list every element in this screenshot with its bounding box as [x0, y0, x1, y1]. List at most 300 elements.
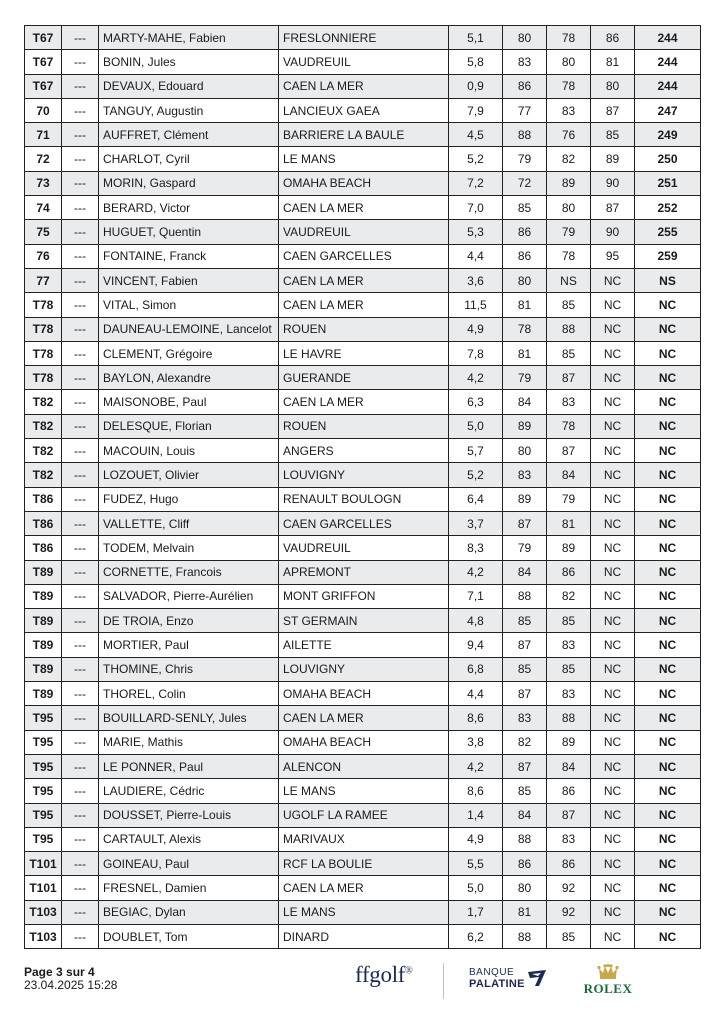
club-cell: LE MANS — [279, 779, 449, 803]
player-name-cell: MARIE, Mathis — [99, 730, 279, 754]
position-cell: 77 — [25, 268, 62, 292]
round1-cell: 80 — [503, 876, 547, 900]
round3-cell: NC — [591, 341, 635, 365]
round1-cell: 72 — [503, 171, 547, 195]
table-row — [25, 147, 701, 171]
position-cell: T95 — [25, 754, 62, 778]
club-cell: CAEN LA MER — [279, 196, 449, 220]
round3-cell: 86 — [591, 26, 635, 50]
round3-cell: NC — [591, 803, 635, 827]
player-name-cell: GOINEAU, Paul — [99, 852, 279, 876]
position-cell: T78 — [25, 317, 62, 341]
index-cell: 5,2 — [449, 147, 503, 171]
table-row — [25, 852, 701, 876]
table-row — [25, 827, 701, 851]
round2-cell: NS — [547, 268, 591, 292]
club-cell: OMAHA BEACH — [279, 682, 449, 706]
round1-cell: 87 — [503, 754, 547, 778]
position-cell: T95 — [25, 706, 62, 730]
index-cell: 1,7 — [449, 900, 503, 924]
total-cell: 251 — [635, 171, 701, 195]
table-row — [25, 244, 701, 268]
table-row — [25, 293, 701, 317]
index-cell: 3,7 — [449, 511, 503, 535]
total-cell: 249 — [635, 123, 701, 147]
table-row — [25, 730, 701, 754]
position-cell: 72 — [25, 147, 62, 171]
dash-cell: --- — [62, 609, 99, 633]
total-cell: NC — [635, 876, 701, 900]
round1-cell: 84 — [503, 560, 547, 584]
player-name-cell: CORNETTE, Francois — [99, 560, 279, 584]
table-row — [25, 26, 701, 50]
position-cell: T67 — [25, 74, 62, 98]
player-name-cell: FONTAINE, Franck — [99, 244, 279, 268]
dash-cell: --- — [62, 196, 99, 220]
player-name-cell: MARTY-MAHE, Fabien — [99, 26, 279, 50]
round3-cell: 89 — [591, 147, 635, 171]
total-cell: NC — [635, 293, 701, 317]
round2-cell: 85 — [547, 657, 591, 681]
round3-cell: NC — [591, 536, 635, 560]
round2-cell: 83 — [547, 827, 591, 851]
index-cell: 5,1 — [449, 26, 503, 50]
round1-cell: 83 — [503, 50, 547, 74]
round1-cell: 81 — [503, 293, 547, 317]
dash-cell: --- — [62, 900, 99, 924]
round3-cell: NC — [591, 730, 635, 754]
position-cell: T89 — [25, 584, 62, 608]
round1-cell: 86 — [503, 220, 547, 244]
page-footer — [24, 966, 117, 992]
club-cell: LOUVIGNY — [279, 657, 449, 681]
total-cell: 247 — [635, 98, 701, 122]
round3-cell: 95 — [591, 244, 635, 268]
round2-cell: 79 — [547, 220, 591, 244]
dash-cell: --- — [62, 827, 99, 851]
total-cell: NC — [635, 584, 701, 608]
position-cell: 75 — [25, 220, 62, 244]
total-cell: NC — [635, 779, 701, 803]
index-cell: 3,6 — [449, 268, 503, 292]
round3-cell: NC — [591, 439, 635, 463]
round3-cell: NC — [591, 682, 635, 706]
round3-cell: NC — [591, 876, 635, 900]
dash-cell: --- — [62, 633, 99, 657]
index-cell: 9,4 — [449, 633, 503, 657]
round1-cell: 82 — [503, 730, 547, 754]
dash-cell: --- — [62, 439, 99, 463]
player-name-cell: LAUDIERE, Cédric — [99, 779, 279, 803]
table-row — [25, 439, 701, 463]
position-cell: 74 — [25, 196, 62, 220]
dash-cell: --- — [62, 171, 99, 195]
position-cell: T101 — [25, 876, 62, 900]
club-cell: AILETTE — [279, 633, 449, 657]
position-cell: T89 — [25, 560, 62, 584]
total-cell: NC — [635, 536, 701, 560]
index-cell: 4,8 — [449, 609, 503, 633]
round1-cell: 86 — [503, 244, 547, 268]
dash-cell: --- — [62, 779, 99, 803]
index-cell: 4,2 — [449, 560, 503, 584]
table-row — [25, 682, 701, 706]
round3-cell: NC — [591, 463, 635, 487]
player-name-cell: HUGUET, Quentin — [99, 220, 279, 244]
club-cell: RENAULT BOULOGN — [279, 487, 449, 511]
total-cell: 244 — [635, 74, 701, 98]
round1-cell: 79 — [503, 147, 547, 171]
round2-cell: 83 — [547, 682, 591, 706]
index-cell: 8,6 — [449, 706, 503, 730]
round1-cell: 79 — [503, 366, 547, 390]
player-name-cell: MACOUIN, Louis — [99, 439, 279, 463]
round2-cell: 87 — [547, 439, 591, 463]
player-name-cell: SALVADOR, Pierre-Aurélien — [99, 584, 279, 608]
player-name-cell: BOUILLARD-SENLY, Jules — [99, 706, 279, 730]
round2-cell: 86 — [547, 852, 591, 876]
position-cell: T67 — [25, 50, 62, 74]
index-cell: 6,2 — [449, 924, 503, 948]
position-cell: 71 — [25, 123, 62, 147]
dash-cell: --- — [62, 390, 99, 414]
round3-cell: NC — [591, 754, 635, 778]
index-cell: 8,6 — [449, 779, 503, 803]
round2-cell: 85 — [547, 341, 591, 365]
player-name-cell: DE TROIA, Enzo — [99, 609, 279, 633]
table-row — [25, 341, 701, 365]
round1-cell: 80 — [503, 439, 547, 463]
total-cell: 259 — [635, 244, 701, 268]
index-cell: 5,0 — [449, 414, 503, 438]
club-cell: VAUDREUIL — [279, 50, 449, 74]
index-cell: 5,3 — [449, 220, 503, 244]
total-cell: NC — [635, 682, 701, 706]
round3-cell: 87 — [591, 98, 635, 122]
club-cell: LOUVIGNY — [279, 463, 449, 487]
rolex-crown-icon — [597, 964, 619, 980]
club-cell: CAEN LA MER — [279, 706, 449, 730]
dash-cell: --- — [62, 852, 99, 876]
position-cell: T89 — [25, 609, 62, 633]
total-cell: 250 — [635, 147, 701, 171]
position-cell: T67 — [25, 26, 62, 50]
table-row — [25, 98, 701, 122]
palatine-mark-icon — [526, 968, 548, 988]
round3-cell: NC — [591, 584, 635, 608]
total-cell: NC — [635, 366, 701, 390]
ffgolf-logo — [355, 962, 412, 988]
round3-cell: NC — [591, 657, 635, 681]
player-name-cell: LE PONNER, Paul — [99, 754, 279, 778]
round2-cell: 89 — [547, 171, 591, 195]
round3-cell: 90 — [591, 220, 635, 244]
dash-cell: --- — [62, 341, 99, 365]
round1-cell: 89 — [503, 414, 547, 438]
position-cell: 76 — [25, 244, 62, 268]
index-cell: 7,9 — [449, 98, 503, 122]
round3-cell: 85 — [591, 123, 635, 147]
total-cell: NS — [635, 268, 701, 292]
dash-cell: --- — [62, 536, 99, 560]
dash-cell: --- — [62, 463, 99, 487]
round1-cell: 80 — [503, 26, 547, 50]
round2-cell: 83 — [547, 98, 591, 122]
dash-cell: --- — [62, 706, 99, 730]
player-name-cell: AUFFRET, Clément — [99, 123, 279, 147]
round2-cell: 86 — [547, 779, 591, 803]
player-name-cell: FRESNEL, Damien — [99, 876, 279, 900]
table-row — [25, 560, 701, 584]
table-row — [25, 706, 701, 730]
print-datetime: 23.04.2025 15:28 — [24, 978, 118, 992]
round1-cell: 86 — [503, 74, 547, 98]
club-cell: OMAHA BEACH — [279, 730, 449, 754]
club-cell: ALENCON — [279, 754, 449, 778]
total-cell: NC — [635, 900, 701, 924]
round3-cell: NC — [591, 827, 635, 851]
round1-cell: 78 — [503, 317, 547, 341]
round1-cell: 80 — [503, 268, 547, 292]
round1-cell: 87 — [503, 633, 547, 657]
club-cell: CAEN LA MER — [279, 293, 449, 317]
round3-cell: 90 — [591, 171, 635, 195]
total-cell: NC — [635, 633, 701, 657]
round2-cell: 79 — [547, 487, 591, 511]
position-cell: 73 — [25, 171, 62, 195]
registered-mark: ® — [405, 965, 413, 977]
round1-cell: 87 — [503, 511, 547, 535]
club-cell: CAEN LA MER — [279, 268, 449, 292]
round1-cell: 85 — [503, 657, 547, 681]
club-cell: ANGERS — [279, 439, 449, 463]
index-cell: 6,3 — [449, 390, 503, 414]
position-cell: T95 — [25, 779, 62, 803]
player-name-cell: CHARLOT, Cyril — [99, 147, 279, 171]
player-name-cell: DEVAUX, Edouard — [99, 74, 279, 98]
round3-cell: NC — [591, 560, 635, 584]
round3-cell: NC — [591, 487, 635, 511]
position-cell: T89 — [25, 633, 62, 657]
total-cell: NC — [635, 341, 701, 365]
table-row — [25, 584, 701, 608]
round1-cell: 85 — [503, 779, 547, 803]
total-cell: NC — [635, 827, 701, 851]
round2-cell: 80 — [547, 196, 591, 220]
round3-cell: NC — [591, 317, 635, 341]
dash-cell: --- — [62, 293, 99, 317]
round1-cell: 83 — [503, 463, 547, 487]
index-cell: 1,4 — [449, 803, 503, 827]
position-cell: T101 — [25, 852, 62, 876]
club-cell: ST GERMAIN — [279, 609, 449, 633]
round1-cell: 88 — [503, 584, 547, 608]
table-row — [25, 657, 701, 681]
player-name-cell: THOMINE, Chris — [99, 657, 279, 681]
index-cell: 6,8 — [449, 657, 503, 681]
total-cell: NC — [635, 852, 701, 876]
club-cell: LANCIEUX GAEA — [279, 98, 449, 122]
total-cell: NC — [635, 657, 701, 681]
round3-cell: NC — [591, 414, 635, 438]
round3-cell: NC — [591, 511, 635, 535]
rolex-logo-text: ROLEX — [583, 981, 633, 996]
round2-cell: 82 — [547, 584, 591, 608]
dash-cell: --- — [62, 924, 99, 948]
index-cell: 7,8 — [449, 341, 503, 365]
banque-logo-line1: BANQUE — [469, 967, 515, 978]
round2-cell: 78 — [547, 414, 591, 438]
position-cell: T89 — [25, 682, 62, 706]
round2-cell: 84 — [547, 463, 591, 487]
player-name-cell: DELESQUE, Florian — [99, 414, 279, 438]
club-cell: GUERANDE — [279, 366, 449, 390]
dash-cell: --- — [62, 244, 99, 268]
table-row — [25, 633, 701, 657]
dash-cell: --- — [62, 682, 99, 706]
total-cell: NC — [635, 414, 701, 438]
round2-cell: 92 — [547, 900, 591, 924]
player-name-cell: LOZOUET, Olivier — [99, 463, 279, 487]
table-row — [25, 803, 701, 827]
table-row — [25, 511, 701, 535]
table-row — [25, 366, 701, 390]
dash-cell: --- — [62, 730, 99, 754]
club-cell: FRESLONNIERE — [279, 26, 449, 50]
round1-cell: 77 — [503, 98, 547, 122]
index-cell: 7,1 — [449, 584, 503, 608]
round1-cell: 81 — [503, 900, 547, 924]
player-name-cell: BERARD, Victor — [99, 196, 279, 220]
index-cell: 4,2 — [449, 366, 503, 390]
results-table — [24, 25, 701, 949]
dash-cell: --- — [62, 584, 99, 608]
round3-cell: NC — [591, 390, 635, 414]
round2-cell: 88 — [547, 317, 591, 341]
dash-cell: --- — [62, 268, 99, 292]
dash-cell: --- — [62, 74, 99, 98]
round2-cell: 85 — [547, 609, 591, 633]
dash-cell: --- — [62, 220, 99, 244]
dash-cell: --- — [62, 511, 99, 535]
player-name-cell: VALLETTE, Cliff — [99, 511, 279, 535]
club-cell: OMAHA BEACH — [279, 171, 449, 195]
table-row — [25, 50, 701, 74]
club-cell: ROUEN — [279, 317, 449, 341]
club-cell: LE HAVRE — [279, 341, 449, 365]
club-cell: BARRIERE LA BAULE — [279, 123, 449, 147]
dash-cell: --- — [62, 50, 99, 74]
dash-cell: --- — [62, 876, 99, 900]
dash-cell: --- — [62, 487, 99, 511]
round3-cell: NC — [591, 268, 635, 292]
index-cell: 4,9 — [449, 827, 503, 851]
round2-cell: 83 — [547, 633, 591, 657]
club-cell: DINARD — [279, 924, 449, 948]
club-cell: APREMONT — [279, 560, 449, 584]
round2-cell: 78 — [547, 244, 591, 268]
player-name-cell: BEGIAC, Dylan — [99, 900, 279, 924]
total-cell: NC — [635, 390, 701, 414]
total-cell: NC — [635, 730, 701, 754]
total-cell: 255 — [635, 220, 701, 244]
table-row — [25, 900, 701, 924]
round2-cell: 87 — [547, 366, 591, 390]
position-cell: T89 — [25, 657, 62, 681]
player-name-cell: MAISONOBE, Paul — [99, 390, 279, 414]
club-cell: ROUEN — [279, 414, 449, 438]
position-cell: T82 — [25, 414, 62, 438]
round2-cell: 80 — [547, 50, 591, 74]
total-cell: NC — [635, 487, 701, 511]
player-name-cell: DOUSSET, Pierre-Louis — [99, 803, 279, 827]
round2-cell: 88 — [547, 706, 591, 730]
club-cell: VAUDREUIL — [279, 536, 449, 560]
round1-cell: 85 — [503, 196, 547, 220]
round3-cell: NC — [591, 366, 635, 390]
table-row — [25, 487, 701, 511]
position-cell: 70 — [25, 98, 62, 122]
round2-cell: 86 — [547, 560, 591, 584]
total-cell: NC — [635, 560, 701, 584]
total-cell: NC — [635, 706, 701, 730]
round3-cell: NC — [591, 293, 635, 317]
player-name-cell: DOUBLET, Tom — [99, 924, 279, 948]
dash-cell: --- — [62, 414, 99, 438]
table-row — [25, 317, 701, 341]
round3-cell: 81 — [591, 50, 635, 74]
dash-cell: --- — [62, 657, 99, 681]
round2-cell: 92 — [547, 876, 591, 900]
round3-cell: NC — [591, 900, 635, 924]
total-cell: NC — [635, 463, 701, 487]
round1-cell: 89 — [503, 487, 547, 511]
index-cell: 4,4 — [449, 682, 503, 706]
player-name-cell: DAUNEAU-LEMOINE, Lancelot — [99, 317, 279, 341]
table-row — [25, 924, 701, 948]
round3-cell: NC — [591, 779, 635, 803]
round2-cell: 89 — [547, 730, 591, 754]
index-cell: 4,4 — [449, 244, 503, 268]
club-cell: UGOLF LA RAMEE — [279, 803, 449, 827]
total-cell: NC — [635, 511, 701, 535]
banque-logo-line2: PALATINE — [469, 978, 525, 990]
round1-cell: 81 — [503, 341, 547, 365]
round3-cell: 80 — [591, 74, 635, 98]
ffgolf-logo-text: ffgolf — [355, 962, 406, 987]
total-cell: NC — [635, 803, 701, 827]
round2-cell: 78 — [547, 26, 591, 50]
round2-cell: 84 — [547, 754, 591, 778]
round3-cell: NC — [591, 609, 635, 633]
round2-cell: 87 — [547, 803, 591, 827]
round1-cell: 83 — [503, 706, 547, 730]
total-cell: NC — [635, 924, 701, 948]
index-cell: 11,5 — [449, 293, 503, 317]
index-cell: 5,8 — [449, 50, 503, 74]
total-cell: NC — [635, 317, 701, 341]
index-cell: 6,4 — [449, 487, 503, 511]
table-row — [25, 876, 701, 900]
player-name-cell: CLEMENT, Grégoire — [99, 341, 279, 365]
index-cell: 4,5 — [449, 123, 503, 147]
round1-cell: 88 — [503, 924, 547, 948]
round3-cell: NC — [591, 924, 635, 948]
position-cell: T78 — [25, 341, 62, 365]
total-cell: NC — [635, 609, 701, 633]
position-cell: T86 — [25, 487, 62, 511]
round3-cell: NC — [591, 633, 635, 657]
